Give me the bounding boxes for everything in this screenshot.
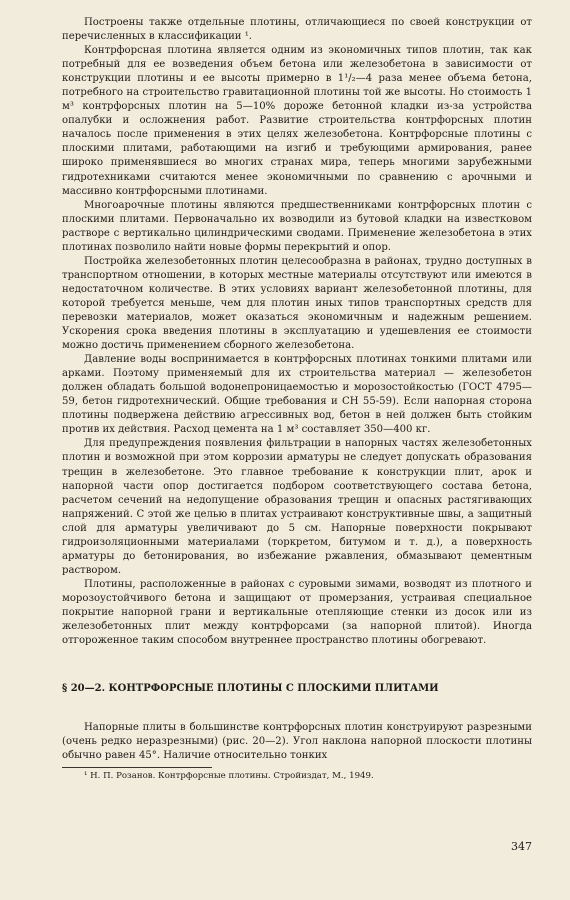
section-heading: § 20—2. КОНТРФОРСНЫЕ ПЛОТИНЫ С ПЛОСКИМИ ПЛИТАМИ — [62, 683, 439, 695]
footnote: ¹ Н. П. Розанов. Контрфорсные плотины. Стройиздат, М., 1949. — [84, 771, 374, 782]
paragraph: Для предупреждения появления фильтрации в напорных частях железобетонных плотин и возможной при этом коррозии арматуры не следует допускать образования трещин в железобетоне. Это главное требование к конструкции плит, арок и напорной части опор достигается подбором соответствующего состава бетона, расчетом сечений на недопущение образования трещин и опасных растягивающих напряжений. С этой же целью в плитах устраивают конструктивные швы, а защитный слой для арматуры увеличивают до 5 см. Напорные поверхности покрывают гидроизоляционными материалами (торкретом, битумом и т. д.), а поверхность арматуры до бетонирования, во избежание ржавления, обмазывают цементным раствором. — [62, 438, 532, 576]
paragraph: Постройка железобетонных плотин целесообразна в районах, трудно доступных в транспортном отношении, в которых местные материалы отсутствуют или имеются в недостаточном количестве. В этих условиях вариант железобетонной плотины, для которой требуется меньше, чем для плотин иных типов транспортных средств для перевозки материалов, может оказаться экономичным и надежным решением. Ускорения срока введения плотины в эксплуатацию и удешевления ее стоимости можно достичь применением сборного железобетона. — [62, 255, 532, 352]
main-text-before — [62, 16, 532, 648]
page-number: 347 — [511, 840, 532, 853]
main-text-after — [62, 721, 532, 763]
paragraph: Давление воды воспринимается в контрфорсных плотинах тонкими плитами или арками. Поэтому применяемый для их строительства материал — железобетон должен обладать большой водонепроницаемостью и морозостойкостью (ГОСТ 4795—59, бетон гидротехнический. Общие требования и СН 55-59). Если напорная сторона плотины подвержена действию агрессивных вод, бетон в ней должен быть стойким против их действия. Расход цемента на 1 м³ составляет 350—400 кг. — [62, 354, 532, 436]
paragraph: Напорные плиты в большинстве контрфорсных плотин конструируют разрезными (очень редко неразрезными) (рис. 20—2). Угол наклона напорной плоскости плотины обычно равен 45°. Наличие относительно тонких — [62, 722, 532, 762]
paragraph: Построены также отдельные плотины, отличающиеся по своей конструкции от перечисленных в классификации ¹. — [62, 17, 532, 43]
paragraph: Многоарочные плотины являются предшественниками контрфорсных плотин с плоскими плитами. Первоначально их возводили из бутовой кладки на известковом растворе с вертикально цилиндрическими сводами. Применение железобетона в этих плотинах позволило найти новые формы перекрытий и опор. — [62, 199, 532, 253]
footnote-divider — [62, 767, 212, 768]
paragraph: Плотины, расположенные в районах с суровыми зимами, возводят из плотного и морозоустойчивого бетона и защищают от промерзания, устраивая специальное покрытие напорной грани и вертикальные отепляющие стенки из досок или из железобетонных плит между контрфорсами (за напорной плитой). Иногда отгороженное таким способом внутреннее пространство плотины обогревают. — [62, 578, 532, 647]
paragraph: Контрфорсная плотина является одним из экономичных типов плотин, так как потребный для ее возведения объем бетона или железобетона в зависимости от конструкции плотины и ее высоты примерно в 1¹/₂—4 раза менее объема бетона, потребного на строительство гравитационной плотины той же высоты. Но стоимость 1 м³ контрфорсных плотин на 5—10% дороже бетонной кладки из-за устройства опалубки и осложнения работ. Развитие строительства контрфорсных плотин началось после применения в этих целях железобетона. Контрфорсные плотины с плоскими плитами, работающими на изгиб и требующими армирования, ранее широко применявшиеся во многих странах мира, теперь многими зарубежными гидротехниками считаются менее экономичными по сравнению с арочными и массивно контрфорсными плотинами. — [62, 45, 532, 197]
